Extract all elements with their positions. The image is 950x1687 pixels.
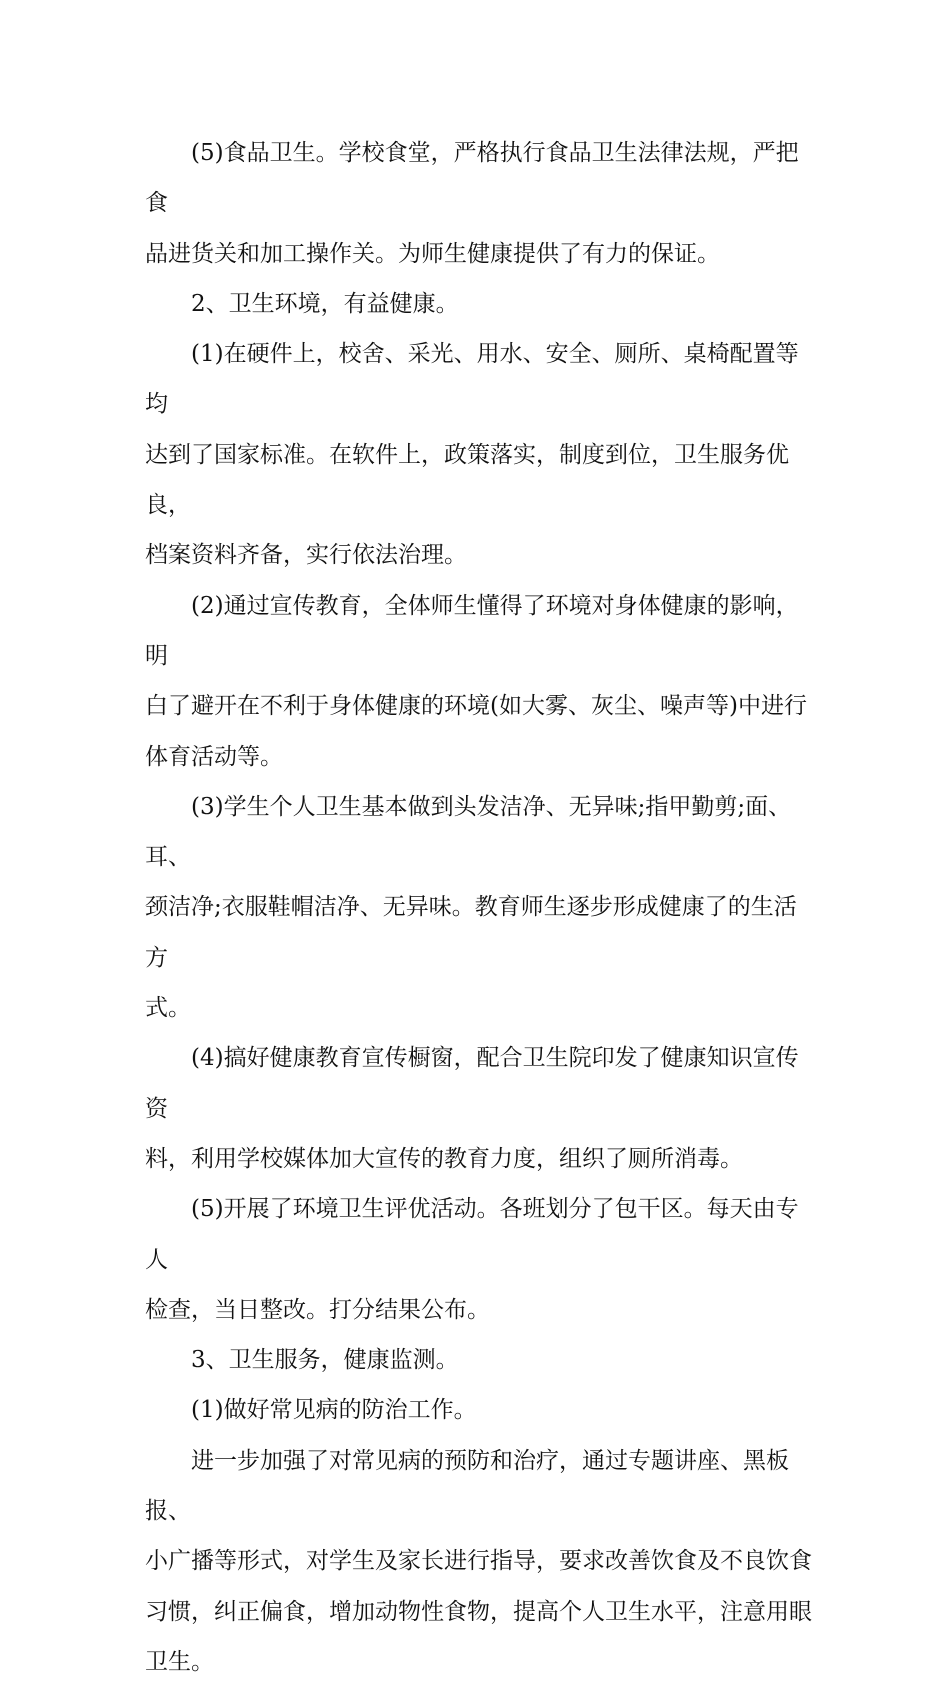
- section-heading-hygiene-environment: 2、卫生环境，有益健康。: [191, 290, 459, 317]
- document-body: [145, 128, 817, 1687]
- paragraph-hardware-software: (1)在硬件上，校舍、采光、用水、安全、厕所、桌椅配置等均 达到了国家标准。在软件上，政策落实，制度到位，卫生服务优良， 档案资料齐备，实行依法治理。: [145, 341, 799, 569]
- paragraph-health-showcase: (4)搞好健康教育宣传橱窗，配合卫生院印发了健康知识宣传资 料，利用学校媒体加大宣传的教育力度，组织了厕所消毒。: [145, 1045, 799, 1172]
- paragraph-personal-hygiene: (3)学生个人卫生基本做到头发洁净、无异味;指甲勤剪;面、耳、 颈洁净;衣服鞋帽洁净、无异味。教育师生逐步形成健康了的生活方 式。: [145, 793, 797, 1022]
- paragraph-environment-evaluation: (5)开展了环境卫生评优活动。各班划分了包干区。每天由专人 检查，当日整改。打分结果公布。: [145, 1196, 799, 1323]
- paragraph-publicity-education: (2)通过宣传教育，全体师生懂得了环境对身体健康的影响，明 白了避开在不利于身体健康的环境(如大雾、灰尘、噪声等)中进行 体育活动等。: [145, 592, 807, 770]
- paragraph-disease-prevention-detail: 进一步加强了对常见病的预防和治疗，通过专题讲座、黑板报、 小广播等形式，对学生及家长进行指导，要求改善饮食及不良饮食 习惯，纠正偏食，增加动物性食物，提高个人卫生水平，注意用眼 卫生。: [145, 1447, 812, 1675]
- section-heading-health-service: 3、卫生服务，健康监测。: [191, 1347, 459, 1374]
- paragraph-disease-prevention-heading: (1)做好常见病的防治工作。: [191, 1397, 477, 1424]
- paragraph-food-hygiene: (5)食品卫生。学校食堂，严格执行食品卫生法律法规，严把食 品进货关和加工操作关。为师生健康提供了有力的保证。: [145, 140, 799, 267]
